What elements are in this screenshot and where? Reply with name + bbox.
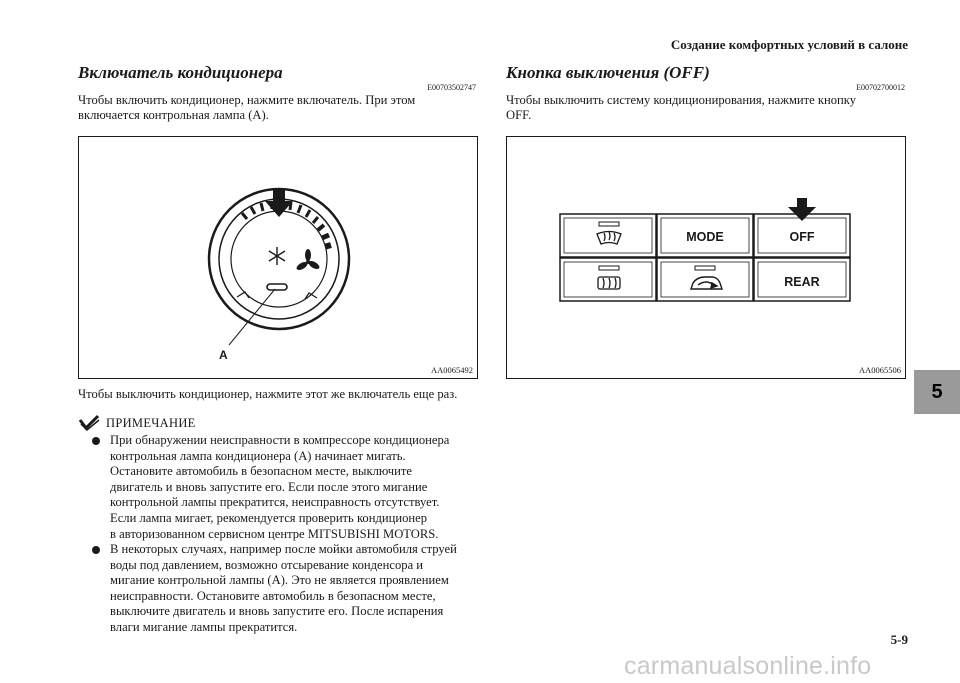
right-heading: Кнопка выключения (OFF) (506, 63, 710, 82)
running-header: Создание комфортных условий в салоне (670, 37, 908, 52)
callout-a-label: A (219, 348, 228, 362)
note-line: неисправности. Остановите автомобиль в безопасном месте, (110, 588, 436, 603)
off-button-label: OFF (789, 230, 815, 244)
left-intro-line: включается контрольная лампа (A). (78, 108, 269, 122)
note-line: мигание контрольной лампы (A). Это не является проявлением (110, 573, 449, 588)
mode-button-label: MODE (686, 230, 724, 244)
left-section-code: E00703502747 (427, 83, 476, 92)
bullet-dot (92, 546, 100, 554)
right-section-code: E00702700012 (856, 83, 905, 92)
climate-panel-illustration (507, 137, 905, 378)
note-line: Если лампа мигает, рекомендуется проверить кондиционер (110, 510, 428, 525)
note-line: Остановите автомобиль в безопасном месте, выключите (110, 464, 412, 479)
note-line: воды под давлением, возможно отсыревание конденсора и (110, 557, 424, 572)
ac-switch-figure (78, 136, 478, 379)
note-line: двигатель и вновь запустите его. Если после этого мигание (110, 479, 428, 494)
note-line: При обнаружении неисправности в компрессоре кондиционера (110, 433, 450, 447)
figure-ref-right: AA0065506 (858, 365, 901, 375)
bullet-dot (92, 437, 100, 445)
right-intro-line: OFF. (506, 108, 532, 122)
page-number: 5-9 (890, 632, 908, 647)
note-bullet-text (110, 433, 480, 542)
left-heading: Включатель кондиционера (78, 63, 283, 82)
chapter-tab: 5 (914, 370, 960, 414)
ac-switch-illustration (79, 137, 477, 378)
note-line: контрольная лампа кондиционера (A) начинает мигать. (110, 448, 406, 463)
left-after-figure: Чтобы выключить кондиционер, нажмите этот же включатель еще раз. (78, 387, 458, 401)
note-title: ПРИМЕЧАНИЕ (106, 416, 196, 430)
figure-ref-left: AA0065492 (430, 365, 473, 375)
rear-button-label: REAR (784, 275, 820, 289)
note-icon (78, 414, 100, 432)
note-bullet (92, 542, 482, 638)
note-line: в авторизованном сервисном центре MITSUBISHI MOTORS. (110, 526, 439, 541)
indicator-lamp-icon (267, 284, 287, 290)
off-button-figure (506, 136, 906, 379)
note-line: В некоторых случаях, например после мойки автомобиля струей (110, 542, 457, 556)
note-line: выключите двигатель и вновь запустите его. После испарения (110, 604, 444, 619)
right-intro-line: Чтобы выключить систему кондиционирования, нажмите кнопку (506, 93, 857, 107)
note-line: влаги мигание лампы прекратится. (110, 619, 298, 634)
right-intro (506, 93, 906, 123)
note-bullet (92, 433, 482, 545)
watermark: carmanualsonline.info (624, 652, 872, 680)
note-line: контрольной лампы прекратится, неисправность отсутствует. (110, 495, 440, 510)
note-bullet-text (110, 542, 480, 636)
left-intro-line: Чтобы включить кондиционер, нажмите включатель. При этом (78, 93, 416, 107)
left-intro (78, 93, 478, 123)
